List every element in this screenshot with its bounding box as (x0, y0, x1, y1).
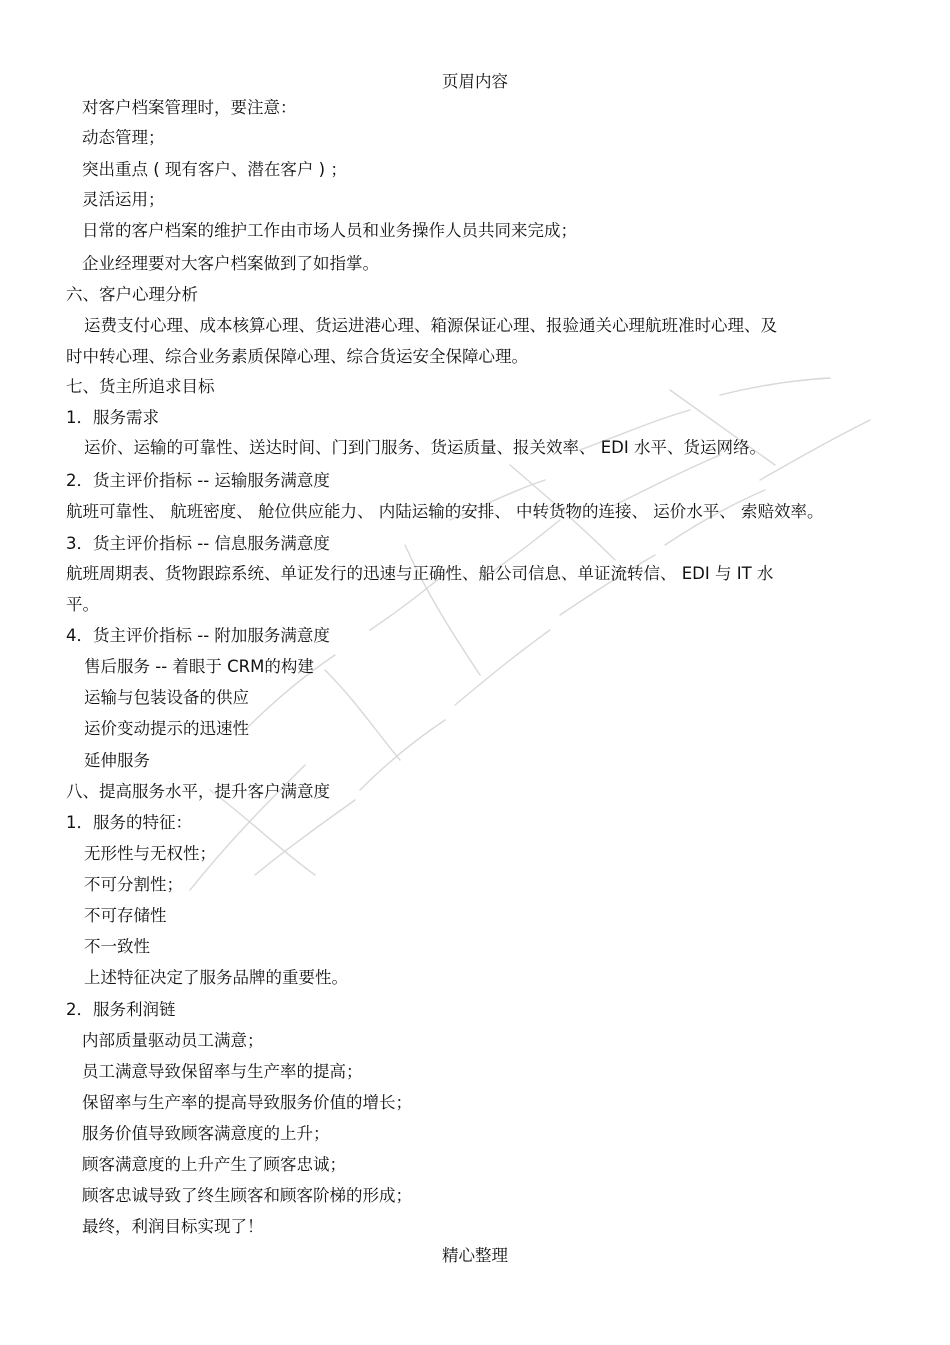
section-heading: 七、货主所追求目标 (66, 377, 215, 396)
page-header: 页眉内容 (442, 72, 508, 91)
text-line: 动态管理； (82, 128, 165, 147)
subsection-heading: 3．货主评价指标 -- 信息服务满意度 (66, 534, 330, 553)
text-line: 运价变动提示的迅速性 (84, 719, 249, 738)
text-line: 日常的客户档案的维护工作由市场人员和业务操作人员共同来完成； (82, 221, 577, 240)
text-line: 运输与包装设备的供应 (84, 688, 249, 707)
text-line: 不可分割性； (84, 875, 183, 894)
subsection-heading: 1．服务需求 (66, 408, 159, 427)
text-line: 顾客忠诚导致了终生顾客和顾客阶梯的形成； (82, 1186, 412, 1205)
text-line: 员工满意导致保留率与生产率的提高； (82, 1062, 363, 1081)
section-heading: 八、提高服务水平，提升客户满意度 (66, 782, 330, 801)
text-line: 最终，利润目标实现了！ (82, 1217, 264, 1236)
text-line: 顾客满意度的上升产生了顾客忠诚； (82, 1155, 346, 1174)
text-line: 不可存储性 (84, 906, 167, 925)
text-line: 保留率与生产率的提高导致服务价值的增长； (82, 1093, 412, 1112)
text-line: 平。 (66, 595, 99, 614)
text-line: 运价、运输的可靠性、送达时间、门到门服务、货运质量、报关效率、 EDI 水平、货运网络。 (84, 438, 766, 457)
text-line: 上述特征决定了服务品牌的重要性。 (84, 968, 348, 987)
subsection-heading: 2．服务利润链 (66, 1000, 176, 1019)
section-heading: 六、客户心理分析 (66, 285, 198, 304)
text-line: 航班可靠性、 航班密度、 舱位供应能力、 内陆运输的安排、 中转货物的连接、 运价水平、 索赔效率。 (66, 502, 824, 521)
subsection-heading: 2．货主评价指标 -- 运输服务满意度 (66, 471, 330, 490)
text-line: 服务价值导致顾客满意度的上升； (82, 1124, 330, 1143)
text-line: 售后服务 -- 着眼于 CRM的构建 (84, 657, 314, 676)
text-line: 对客户档案管理时，要注意： (82, 98, 297, 117)
subsection-heading: 1．服务的特征： (66, 813, 192, 832)
text-line: 无形性与无权性； (84, 844, 216, 863)
text-line: 企业经理要对大客户档案做到了如指掌。 (82, 254, 379, 273)
text-line: 延伸服务 (84, 751, 150, 770)
text-line: 时中转心理、综合业务素质保障心理、综合货运安全保障心理。 (66, 347, 528, 366)
text-line: 突出重点 ( 现有客户、潜在客户 ) ； (82, 160, 347, 179)
text-line: 灵活运用； (82, 190, 165, 209)
text-line: 内部质量驱动员工满意； (82, 1031, 264, 1050)
text-line: 航班周期表、货物跟踪系统、单证发行的迅速与正确性、船公司信息、单证流转信、 EDI 与 IT 水 (66, 564, 774, 583)
text-line: 运费支付心理、成本核算心理、货运进港心理、箱源保证心理、报验通关心理航班准时心理、及 (84, 316, 777, 335)
subsection-heading: 4．货主评价指标 -- 附加服务满意度 (66, 626, 330, 645)
text-line: 不一致性 (84, 937, 150, 956)
page-footer: 精心整理 (442, 1246, 508, 1265)
